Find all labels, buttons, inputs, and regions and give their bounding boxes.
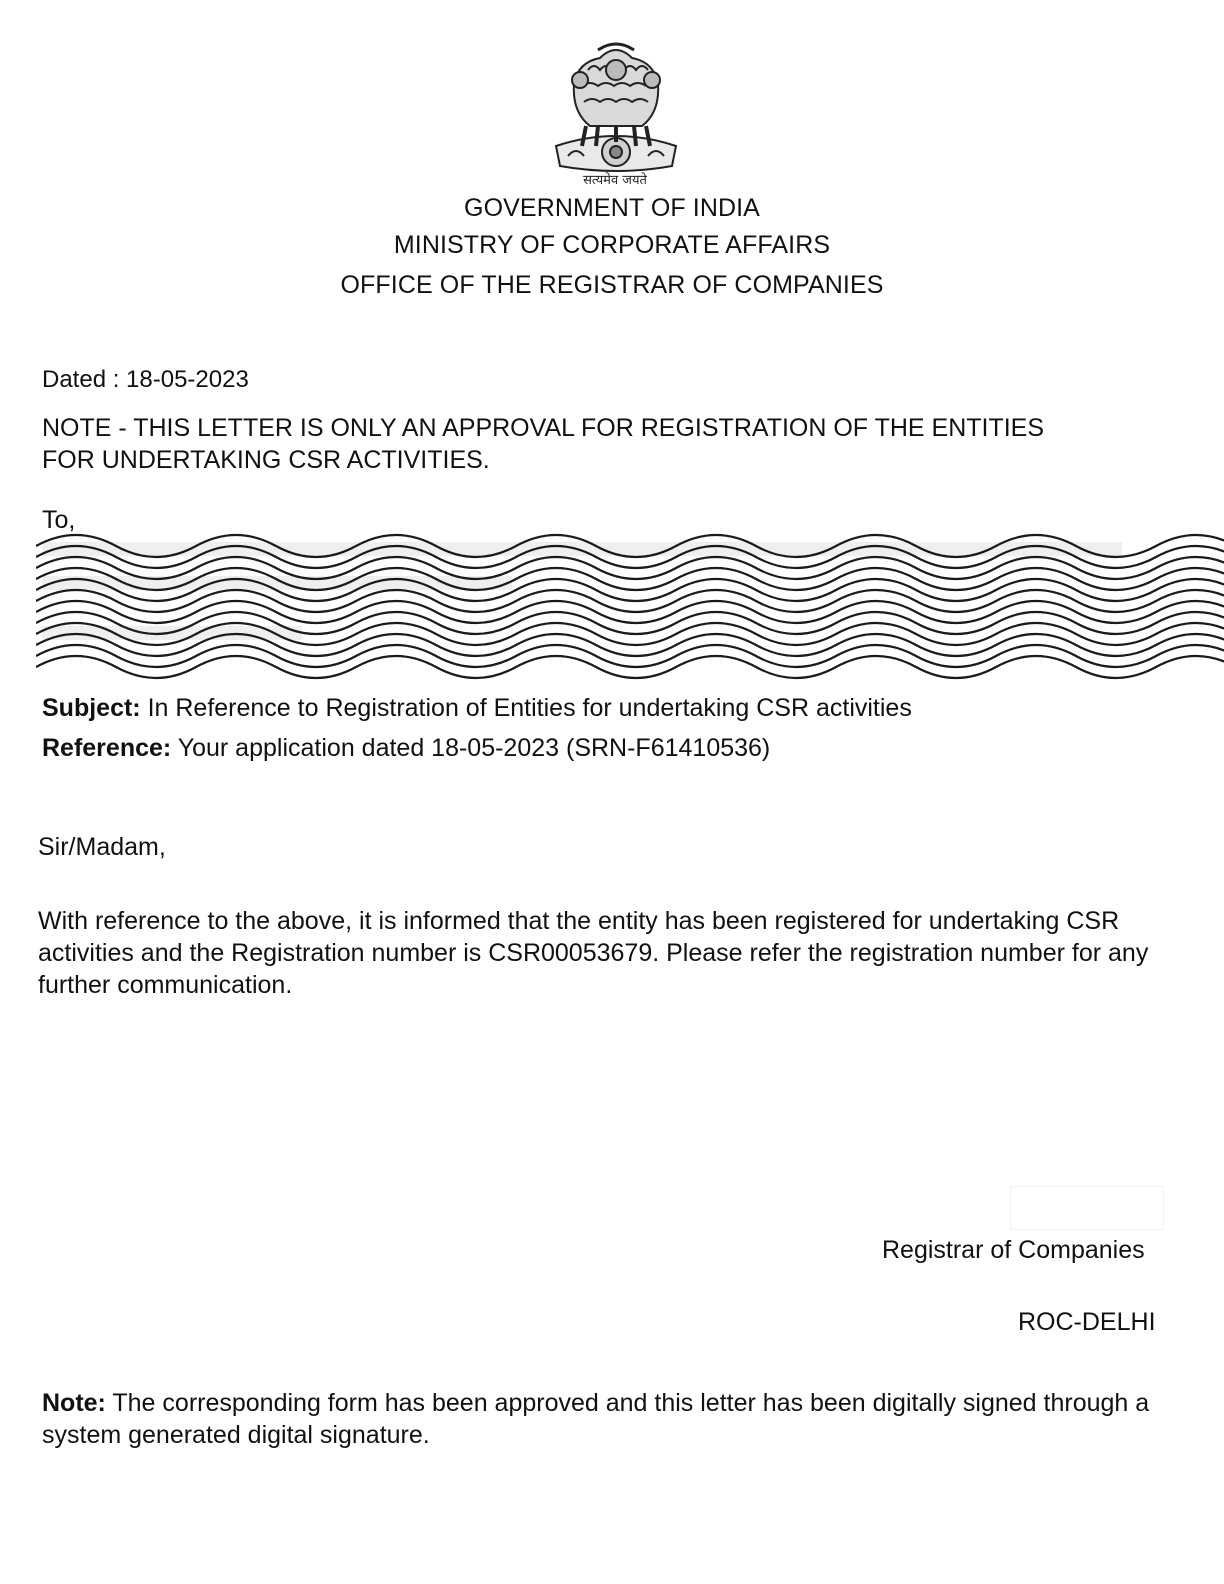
government-heading: GOVERNMENT OF INDIA bbox=[464, 194, 760, 222]
redaction-scribble bbox=[36, 530, 1224, 680]
addressee-label: To, bbox=[42, 506, 76, 534]
reference-text: Your application dated 18-05-2023 (SRN-F61410536) bbox=[171, 734, 771, 762]
emblem-motto: सत्यमेव जयते bbox=[583, 173, 647, 188]
note-label: Note: bbox=[42, 1389, 106, 1417]
salutation: Sir/Madam, bbox=[38, 833, 166, 861]
subject-line bbox=[42, 692, 912, 724]
subject-label: Subject: bbox=[42, 694, 141, 722]
office-heading: OFFICE OF THE REGISTRAR OF COMPANIES bbox=[340, 271, 884, 299]
digital-signature-note bbox=[42, 1387, 1182, 1451]
note-text: The corresponding form has been approved and this letter has been digitally signed through a system generated digital signature. bbox=[42, 1389, 1150, 1449]
approval-note: NOTE - THIS LETTER IS ONLY AN APPROVAL FOR REGISTRATION OF THE ENTITIES FOR UNDERTAKING CSR ACTIVITIES. bbox=[42, 414, 1045, 474]
signatory-office: ROC-DELHI bbox=[1018, 1308, 1156, 1336]
signature-box bbox=[1010, 1186, 1164, 1230]
body-paragraph: With reference to the above, it is informed that the entity has been registered for undertaking CSR activities and the Registration number is CSR00053679. Please refer the registration number for any further communication. bbox=[38, 907, 1149, 999]
national-emblem-icon bbox=[538, 34, 694, 192]
ministry-heading: MINISTRY OF CORPORATE AFFAIRS bbox=[393, 231, 831, 259]
letter-date: Dated : 18-05-2023 bbox=[42, 366, 249, 393]
reference-line bbox=[42, 732, 770, 764]
subject-text: In Reference to Registration of Entities for undertaking CSR activities bbox=[140, 694, 912, 722]
reference-label: Reference: bbox=[42, 734, 172, 762]
signatory-title: Registrar of Companies bbox=[882, 1236, 1145, 1264]
